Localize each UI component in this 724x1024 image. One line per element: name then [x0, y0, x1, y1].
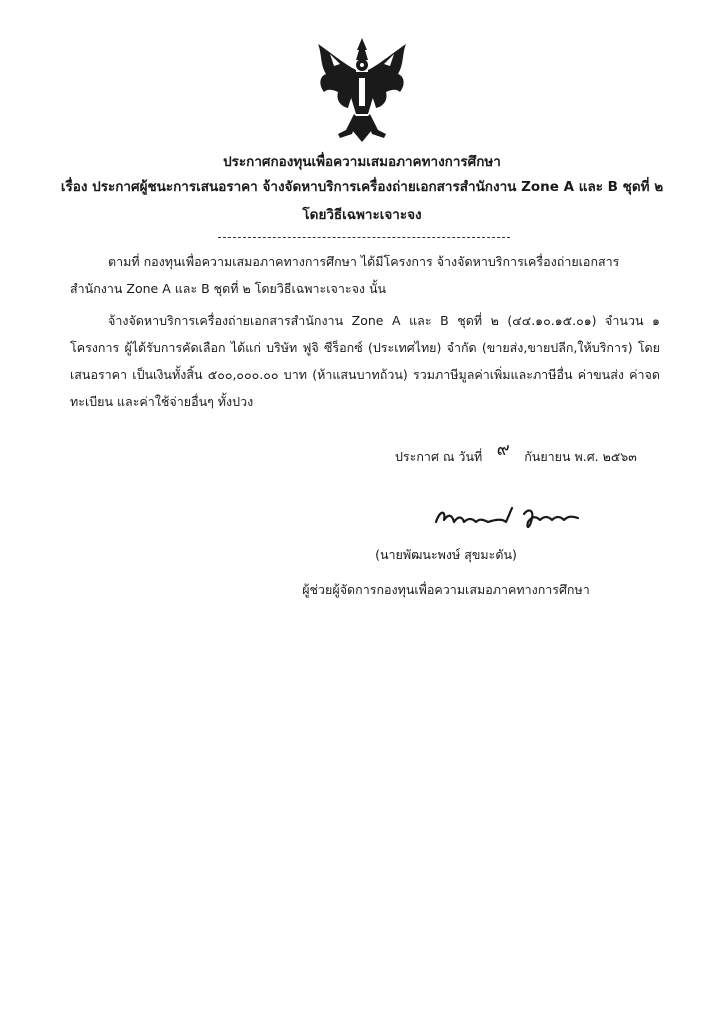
garuda-emblem-icon	[310, 34, 414, 144]
body-paragraph-1: ตามที่ กองทุนเพื่อความเสมอภาคทางการศึกษา ได้มีโครงการ จ้างจัดหาบริการเครื่องถ่ายเอกสารสำนักงาน Zone A และ B ชุดที่ ๒ โดยวิธีเฉพาะเจาะจง นั้น	[70, 254, 620, 296]
announcement-date	[395, 440, 637, 469]
subject-method: โดยวิธีเฉพาะเจาะจง	[302, 207, 422, 223]
signer-name: (นายพัฒนะพงษ์ สุขมะดัน)	[375, 547, 517, 562]
handwritten-signature	[432, 500, 592, 536]
date-prefix: ประกาศ ณ วันที่	[395, 449, 483, 464]
subject-line: เรื่อง ประกาศผู้ชนะการเสนอราคา จ้างจัดหาบริการเครื่องถ่ายเอกสารสำนักงาน Zone A และ B ชุดที่ ๒	[60, 179, 664, 195]
signer-position: ผู้ช่วยผู้จัดการกองทุนเพื่อความเสมอภาคทางการศึกษา	[302, 582, 590, 597]
date-day: ๙	[496, 439, 510, 460]
date-suffix: กันยายน พ.ศ. ๒๕๖๓	[524, 449, 637, 464]
divider	[218, 237, 510, 238]
body-paragraph-2: จ้างจัดหาบริการเครื่องถ่ายเอกสารสำนักงาน Zone A และ B ชุดที่ ๒ (๔๔.๑๐.๑๕.๐๑) จำนวน ๑ โครงการ ผู้ได้รับการคัดเลือก ได้แก่ บริษัท ฟูจิ ซีร็อกซ์ (ประเทศไทย) จำกัด (ขายส่ง,ขายปลีก,ให้บริการ) โดยเสนอราคา เป็นเงินทั้งสิ้น ๕๐๐,๐๐๐.๐๐ บาท (ห้าแสนบาทถ้วน) รวมภาษีมูลค่าเพิ่มและภาษีอื่น ค่าขนส่ง ค่าจดทะเบียน และค่าใช้จ่ายอื่นๆ ทั้งปวง	[70, 313, 660, 409]
announcement-title: ประกาศกองทุนเพื่อความเสมอภาคทางการศึกษา	[223, 154, 501, 170]
